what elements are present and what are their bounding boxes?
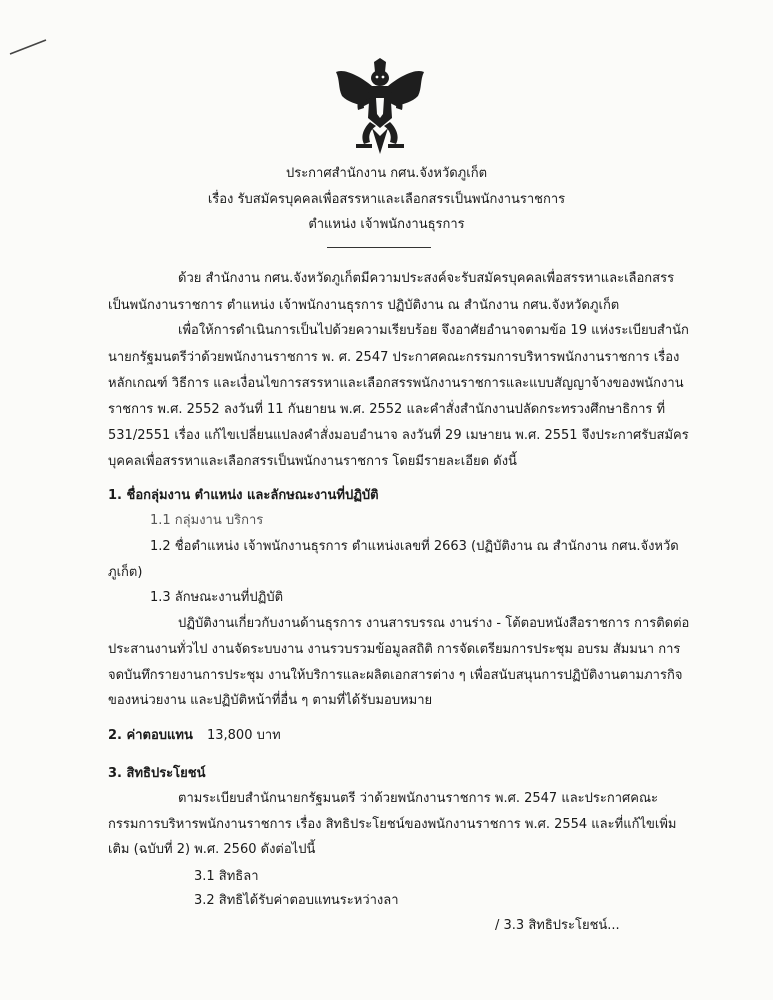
pen-stroke-mark — [8, 34, 48, 58]
item-3-2: 3.2 สิทธิได้รับค่าตอบแทนระหว่างลา — [194, 893, 399, 908]
intro-line: บุคคลเพื่อสรรหาและเลือกสรรเป็นพนักงานราชการ โดยมีรายละเอียด ดังนี้ — [108, 454, 517, 469]
benefits-line: กรรมการบริหารพนักงานราชการ เรื่อง สิทธิประโยชน์ของพนักงานราชการ พ.ศ. 2554 และที่แก้ไขเพิ่ม — [108, 817, 677, 832]
item-1-1: 1.1 กลุ่มงาน บริการ — [150, 513, 264, 528]
item-3-1: 3.1 สิทธิลา — [194, 869, 259, 884]
section-2-line — [108, 728, 281, 744]
benefits-line: ตามระเบียบสำนักนายกรัฐมนตรี ว่าด้วยพนักงานราชการ พ.ศ. 2547 และประกาศคณะ — [178, 791, 659, 806]
announcement-subject: เรื่อง รับสมัครบุคคลเพื่อสรรหาและเลือกสรรเป็นพนักงานราชการ — [207, 192, 566, 207]
intro-line: 531/2551 เรื่อง แก้ไขเปลี่ยนแปลงคำสั่งมอบอำนาจ ลงวันที่ 29 เมษายน พ.ศ. 2551 จึงประกาศรับสมัคร — [108, 428, 689, 443]
intro-line: เพื่อให้การดำเนินการเป็นไปด้วยความเรียบร้อย จึงอาศัยอำนาจตามข้อ 19 แห่งระเบียบสำนัก — [178, 323, 689, 338]
compensation-amount: 13,800 บาท — [206, 728, 281, 743]
duties-line: ประสานงานทั่วไป งานจัดระบบงาน งานรวบรวมข้อมูลสถิติ การจัดเตรียมการประชุม อบรม สัมมนา การ — [108, 642, 681, 657]
duties-line: จดบันทึกรายงานการประชุม งานให้บริการและผลิตเอกสารต่าง ๆ เพื่อสนับสนุนการปฏิบัติงานตามภารกิจ — [108, 668, 683, 683]
intro-line: เป็นพนักงานราชการ ตำแหน่ง เจ้าพนักงานธุรการ ปฏิบัติงาน ณ สำนักงาน กศน.จังหวัดภูเก็ต — [108, 298, 620, 313]
page-continuation: / 3.3 สิทธิประโยชน์... — [495, 918, 620, 933]
duties-line: ของหน่วยงาน และปฏิบัติหน้าที่อื่น ๆ ตามที่ได้รับมอบหมาย — [108, 693, 433, 708]
section-1-heading: 1. ชื่อกลุ่มงาน ตำแหน่ง และลักษณะงานที่ปฏิบัติ — [108, 488, 379, 503]
section-3-heading: 3. สิทธิประโยชน์ — [108, 766, 206, 781]
item-1-2-line: ภูเก็ต) — [108, 565, 143, 580]
benefits-line: เติม (ฉบับที่ 2) พ.ศ. 2560 ดังต่อไปนี้ — [108, 842, 316, 857]
item-1-3: 1.3 ลักษณะงานที่ปฏิบัติ — [150, 590, 284, 605]
intro-line: นายกรัฐมนตรีว่าด้วยพนักงานราชการ พ. ศ. 2547 ประกาศคณะกรรมการบริหารพนักงานราชการ เรื่อง — [108, 350, 680, 365]
duties-line: ปฏิบัติงานเกี่ยวกับงานด้านธุรการ งานสารบรรณ งานร่าง - โต้ตอบหนังสือราชการ การติดต่อ — [178, 616, 690, 631]
section-2-heading: 2. ค่าตอบแทน — [108, 728, 193, 743]
announcement-title: ประกาศสำนักงาน กศน.จังหวัดภูเก็ต — [285, 166, 488, 181]
item-1-2-line: 1.2 ชื่อตำแหน่ง เจ้าพนักงานธุรการ ตำแหน่งเลขที่ 2663 (ปฏิบัติงาน ณ สำนักงาน กศน.จังหวัด — [150, 539, 679, 554]
intro-line: ราชการ พ.ศ. 2552 ลงวันที่ 11 กันยายน พ.ศ. 2552 และคำสั่งสำนักงานปลัดกระทรวงศึกษาธิการ ที่ — [108, 402, 666, 417]
title-divider — [327, 247, 431, 248]
garuda-emblem — [330, 58, 430, 158]
intro-line: หลักเกณฑ์ วิธีการ และเงื่อนไขการสรรหาและเลือกสรรพนักงานราชการและแบบสัญญาจ้างของพนักงาน — [108, 376, 684, 391]
announcement-position: ตำแหน่ง เจ้าพนักงานธุรการ — [308, 217, 465, 232]
intro-line: ด้วย สำนักงาน กศน.จังหวัดภูเก็ตมีความประสงค์จะรับสมัครบุคคลเพื่อสรรหาและเลือกสรร — [178, 271, 675, 286]
